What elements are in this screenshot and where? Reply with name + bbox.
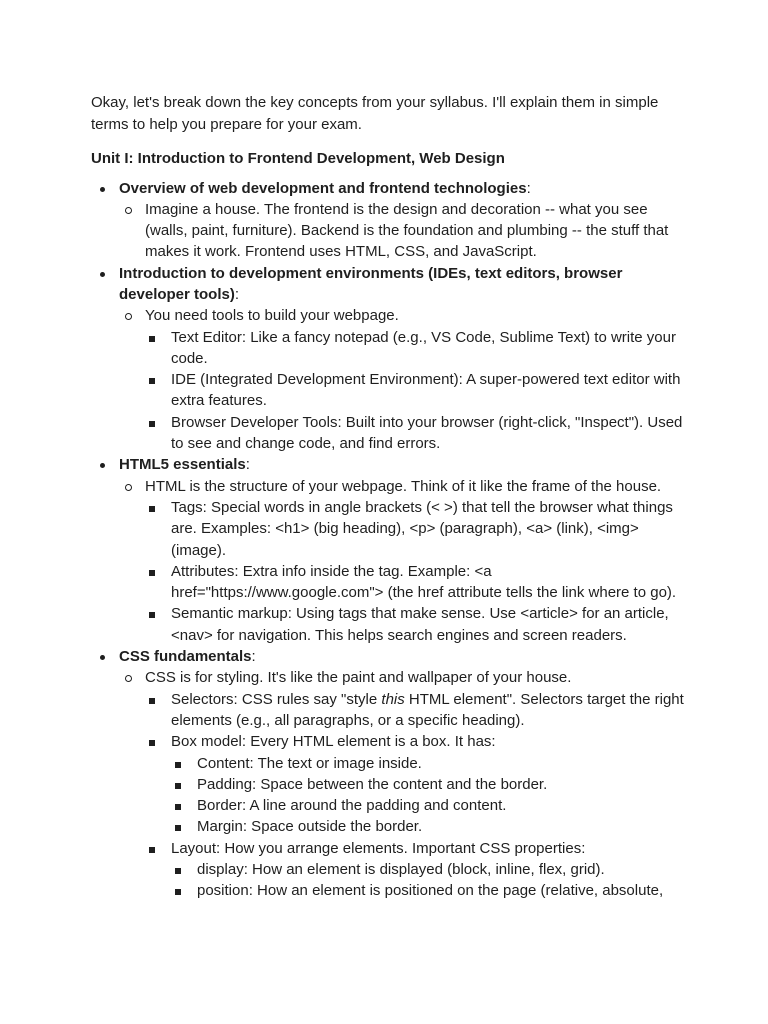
square-bullet-icon — [171, 859, 199, 880]
filled-bullet-icon — [91, 178, 119, 199]
square-bullet-icon — [145, 497, 173, 518]
list-item-layout — [145, 838, 692, 902]
detail-list — [145, 327, 692, 455]
list-item — [145, 327, 692, 370]
square-bullet-icon — [145, 369, 173, 390]
list-item — [171, 774, 692, 795]
topic-title: HTML5 essentials — [119, 456, 246, 474]
hollow-bullet-icon — [119, 199, 147, 220]
topic-css — [91, 646, 692, 902]
square-bullet-icon — [145, 603, 173, 624]
list-item — [171, 880, 692, 901]
list-item — [119, 667, 692, 901]
topic-dev-environments — [91, 263, 692, 455]
subtopic-list — [119, 476, 692, 646]
topic-list — [91, 178, 692, 902]
list-item-text: Layout: How you arrange elements. Important CSS properties: — [171, 839, 586, 857]
list-item — [145, 603, 692, 646]
hollow-bullet-icon — [119, 305, 147, 326]
list-item-text: You need tools to build your webpage. — [145, 307, 399, 325]
list-item-box-model — [145, 731, 692, 837]
topic-title: CSS fundamentals — [119, 648, 252, 666]
list-item — [145, 412, 692, 455]
topic-colon: : — [251, 648, 256, 666]
square-bullet-icon — [171, 795, 199, 816]
list-item-text: HTML is the structure of your webpage. Think of it like the frame of the house. — [145, 477, 662, 495]
list-item-text: Content: The text or image inside. — [197, 754, 422, 772]
list-item-text: Semantic markup: Using tags that make sense. Use <article> for an article, <nav> for navigation. This helps search engines and screen readers. — [171, 605, 669, 644]
intro-paragraph: Okay, let's break down the key concepts from your syllabus. I'll explain them in simple terms to help you prepare for your exam. — [91, 94, 659, 133]
subtopic-list — [119, 305, 692, 454]
filled-bullet-icon — [91, 646, 119, 667]
list-item-text: Selectors: CSS rules say "style — [171, 690, 382, 708]
square-bullet-icon — [145, 838, 173, 859]
box-model-list — [171, 753, 692, 838]
list-item — [119, 476, 692, 646]
hollow-bullet-icon — [119, 667, 147, 688]
list-item — [145, 369, 692, 412]
subtopic-list — [119, 667, 692, 901]
detail-list — [145, 497, 692, 646]
topic-overview — [91, 178, 692, 263]
list-item-text: HTML element". Selectors target the right elements (e.g., all paragraphs, or a specific heading). — [171, 690, 684, 729]
list-item — [145, 497, 692, 561]
list-item — [171, 795, 692, 816]
list-item — [119, 199, 692, 263]
topic-title: Overview of web development and frontend technologies — [119, 179, 527, 197]
square-bullet-icon — [145, 731, 173, 752]
square-bullet-icon — [145, 327, 173, 348]
list-item-selectors — [145, 689, 692, 732]
list-item-text: Margin: Space outside the border. — [197, 818, 423, 836]
list-item-text: Imagine a house. The frontend is the design and decoration -- what you see (walls, paint, furniture). Backend is the foundation and plumbing -- the stuff that makes it work. Frontend uses HTML, CSS, and JavaScript. — [145, 200, 669, 261]
square-bullet-icon — [145, 561, 173, 582]
list-item-text: Tags: Special words in angle brackets (< >) that tell the browser what things are. Examples: <h1> (big heading), <p> (paragraph), <a> (link), <img> (image). — [171, 498, 673, 559]
topic-colon: : — [234, 285, 240, 303]
list-item — [119, 305, 692, 454]
square-bullet-icon — [171, 816, 199, 837]
list-item-text: display: How an element is displayed (block, inline, flex, grid). — [197, 861, 605, 878]
list-item — [145, 561, 692, 604]
topic-colon: : — [526, 179, 531, 197]
list-item — [171, 816, 692, 837]
square-bullet-icon — [171, 880, 199, 901]
topic-title: Introduction to development environments (IDEs, text editors, browser developer tools) — [119, 264, 623, 303]
square-bullet-icon — [171, 753, 199, 774]
list-item-text: CSS is for styling. It's like the paint and wallpaper of your house. — [145, 669, 572, 687]
emphasis-text: this — [381, 690, 405, 708]
list-item-text: Box model: Every HTML element is a box. It has: — [171, 733, 496, 751]
list-item — [171, 753, 692, 774]
list-item-text: position: How an element is positioned on the page (relative, absolute, — [197, 882, 664, 900]
hollow-bullet-icon — [119, 476, 147, 497]
square-bullet-icon — [145, 412, 173, 433]
topic-colon: : — [245, 456, 250, 474]
unit-heading: Unit I: Introduction to Frontend Development, Web Design — [91, 150, 505, 167]
detail-list — [145, 689, 692, 902]
list-item-text: Browser Developer Tools: Built into your browser (right-click, "Inspect"). Used to see and change code, and find errors. — [171, 413, 683, 453]
filled-bullet-icon — [91, 454, 119, 475]
square-bullet-icon — [145, 689, 173, 710]
topic-html5 — [91, 454, 692, 646]
list-item-text: Padding: Space between the content and the border. — [197, 775, 548, 793]
list-item-text: Attributes: Extra info inside the tag. Example: <a href="https://www.google.com"> (the href attribute tells the link where to go). — [171, 562, 677, 602]
list-item-text: Border: A line around the padding and content. — [197, 797, 507, 815]
layout-list — [171, 859, 692, 902]
list-item — [171, 859, 692, 880]
list-item-text: IDE (Integrated Development Environment): A super-powered text editor with extra features. — [171, 371, 681, 410]
list-item-text: Text Editor: Like a fancy notepad (e.g., VS Code, Sublime Text) to write your code. — [171, 328, 676, 367]
square-bullet-icon — [171, 774, 199, 795]
filled-bullet-icon — [91, 263, 119, 284]
subtopic-list — [119, 199, 692, 263]
